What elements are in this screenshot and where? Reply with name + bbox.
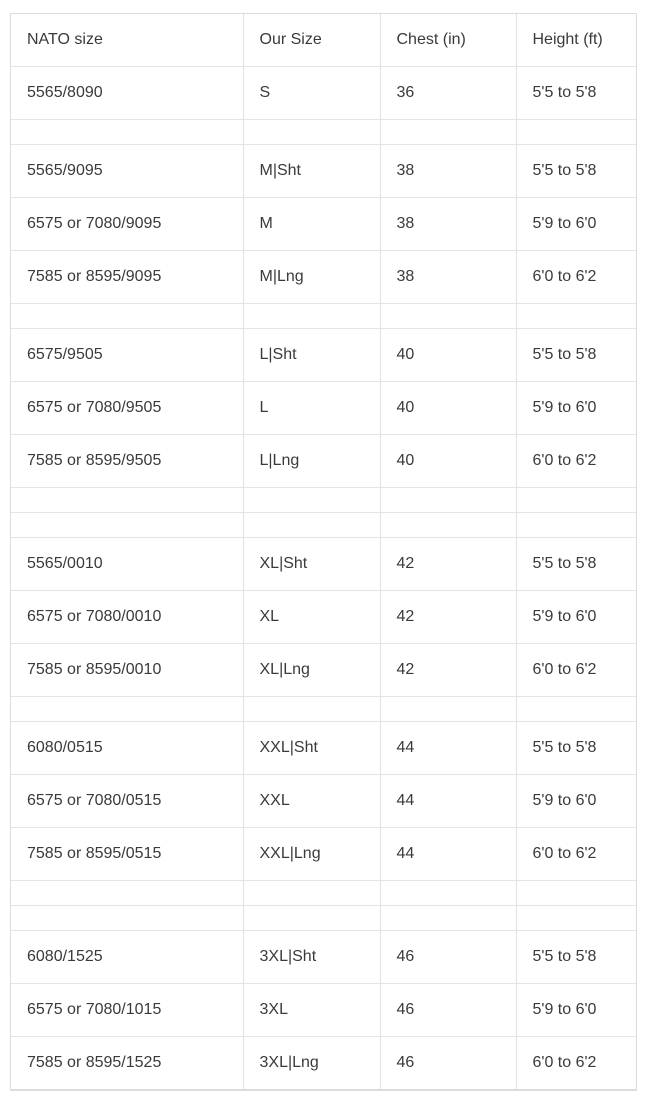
nato-size-cell: 6575 or 7080/0010: [11, 591, 243, 644]
nato-size-cell: 5565/9095: [11, 145, 243, 198]
chest-cell: 40: [380, 329, 516, 382]
chest-cell: 36: [380, 67, 516, 120]
chest-cell: 46: [380, 984, 516, 1037]
our-size-cell: L|Lng: [243, 435, 380, 488]
table-row: [11, 198, 636, 251]
spacer-row: [11, 697, 636, 722]
nato-size-cell: 7585 or 8595/1525: [11, 1037, 243, 1090]
chest-cell: 44: [380, 722, 516, 775]
nato-size-cell: 6575 or 7080/1015: [11, 984, 243, 1037]
nato-size-cell: [11, 513, 243, 538]
our-size-cell: M: [243, 198, 380, 251]
table-row: [11, 382, 636, 435]
spacer-row: [11, 304, 636, 329]
table-header-row: [11, 14, 636, 67]
nato-size-cell: 6080/0515: [11, 722, 243, 775]
height-cell: [516, 120, 636, 145]
our-size-cell: XL: [243, 591, 380, 644]
our-size-cell: [243, 120, 380, 145]
nato-size-cell: [11, 881, 243, 906]
table-row: [11, 435, 636, 488]
height-cell: 5'9 to 6'0: [516, 984, 636, 1037]
height-cell: 5'5 to 5'8: [516, 329, 636, 382]
table-row: [11, 251, 636, 304]
height-cell: 6'0 to 6'2: [516, 644, 636, 697]
table-row: [11, 828, 636, 881]
header-chest: Chest (in): [380, 14, 516, 67]
header-our-size: Our Size: [243, 14, 380, 67]
table-row: [11, 538, 636, 591]
chest-cell: 42: [380, 591, 516, 644]
chest-cell: [380, 120, 516, 145]
nato-size-cell: [11, 304, 243, 329]
height-cell: 6'0 to 6'2: [516, 435, 636, 488]
table-row: [11, 722, 636, 775]
our-size-cell: [243, 304, 380, 329]
chest-cell: 38: [380, 145, 516, 198]
nato-size-cell: 6575 or 7080/9095: [11, 198, 243, 251]
our-size-cell: M|Sht: [243, 145, 380, 198]
nato-size-cell: 5565/8090: [11, 67, 243, 120]
our-size-cell: 3XL: [243, 984, 380, 1037]
our-size-cell: [243, 488, 380, 513]
spacer-row: [11, 120, 636, 145]
chest-cell: 38: [380, 251, 516, 304]
height-cell: [516, 697, 636, 722]
our-size-cell: [243, 697, 380, 722]
height-cell: [516, 304, 636, 329]
chest-cell: 46: [380, 931, 516, 984]
nato-size-cell: 7585 or 8595/9095: [11, 251, 243, 304]
our-size-cell: S: [243, 67, 380, 120]
chest-cell: 44: [380, 828, 516, 881]
chest-cell: [380, 513, 516, 538]
table-row: [11, 644, 636, 697]
spacer-row: [11, 513, 636, 538]
our-size-cell: XXL: [243, 775, 380, 828]
height-cell: 5'5 to 5'8: [516, 145, 636, 198]
height-cell: 6'0 to 6'2: [516, 828, 636, 881]
nato-size-cell: 7585 or 8595/0515: [11, 828, 243, 881]
our-size-cell: L|Sht: [243, 329, 380, 382]
height-cell: 5'5 to 5'8: [516, 538, 636, 591]
our-size-cell: 3XL|Sht: [243, 931, 380, 984]
height-cell: 5'5 to 5'8: [516, 67, 636, 120]
spacer-row: [11, 906, 636, 931]
our-size-cell: M|Lng: [243, 251, 380, 304]
chest-cell: 42: [380, 644, 516, 697]
chest-cell: 40: [380, 382, 516, 435]
nato-size-cell: [11, 488, 243, 513]
nato-size-cell: [11, 697, 243, 722]
header-height: Height (ft): [516, 14, 636, 67]
size-table: [11, 14, 636, 1089]
chest-cell: [380, 488, 516, 513]
chest-cell: [380, 697, 516, 722]
table-row: [11, 591, 636, 644]
table-body: [11, 67, 636, 1090]
spacer-row: [11, 881, 636, 906]
chest-cell: 42: [380, 538, 516, 591]
height-cell: [516, 513, 636, 538]
nato-size-cell: [11, 906, 243, 931]
height-cell: 5'5 to 5'8: [516, 931, 636, 984]
our-size-cell: [243, 513, 380, 538]
nato-size-cell: 6575/9505: [11, 329, 243, 382]
nato-size-cell: 7585 or 8595/9505: [11, 435, 243, 488]
chest-cell: 40: [380, 435, 516, 488]
height-cell: 5'5 to 5'8: [516, 722, 636, 775]
height-cell: 5'9 to 6'0: [516, 775, 636, 828]
height-cell: 6'0 to 6'2: [516, 251, 636, 304]
our-size-cell: XL|Sht: [243, 538, 380, 591]
chest-cell: [380, 304, 516, 329]
our-size-cell: XXL|Lng: [243, 828, 380, 881]
size-chart: [10, 13, 637, 1091]
table-row: [11, 329, 636, 382]
table-row: [11, 1037, 636, 1090]
nato-size-cell: 5565/0010: [11, 538, 243, 591]
height-cell: 6'0 to 6'2: [532, 1054, 597, 1071]
chest-cell: [380, 906, 516, 931]
nato-size-cell: 7585 or 8595/0010: [11, 644, 243, 697]
table-row: [11, 775, 636, 828]
table-row: [11, 67, 636, 120]
our-size-cell: [243, 881, 380, 906]
table-row: [11, 984, 636, 1037]
height-cell: 5'9 to 6'0: [516, 591, 636, 644]
height-cell: 5'9 to 6'0: [516, 382, 636, 435]
our-size-cell: XL|Lng: [243, 644, 380, 697]
nato-size-cell: 6575 or 7080/9505: [11, 382, 243, 435]
our-size-cell: L: [243, 382, 380, 435]
chest-cell: 46: [380, 1037, 516, 1090]
our-size-cell: 3XL|Lng: [243, 1037, 380, 1090]
table-row: [11, 931, 636, 984]
header-nato-size: NATO size: [11, 14, 243, 67]
height-cell: 5'9 to 6'0: [516, 198, 636, 251]
nato-size-cell: [11, 120, 243, 145]
height-cell: [516, 881, 636, 906]
chest-cell: [380, 881, 516, 906]
nato-size-cell: 6575 or 7080/0515: [11, 775, 243, 828]
chest-cell: 38: [380, 198, 516, 251]
chest-cell: 44: [380, 775, 516, 828]
our-size-cell: [243, 906, 380, 931]
height-cell: [516, 488, 636, 513]
table-row: [11, 145, 636, 198]
height-cell: [516, 906, 636, 931]
spacer-row: [11, 488, 636, 513]
our-size-cell: XXL|Sht: [243, 722, 380, 775]
nato-size-cell: 6080/1525: [11, 931, 243, 984]
